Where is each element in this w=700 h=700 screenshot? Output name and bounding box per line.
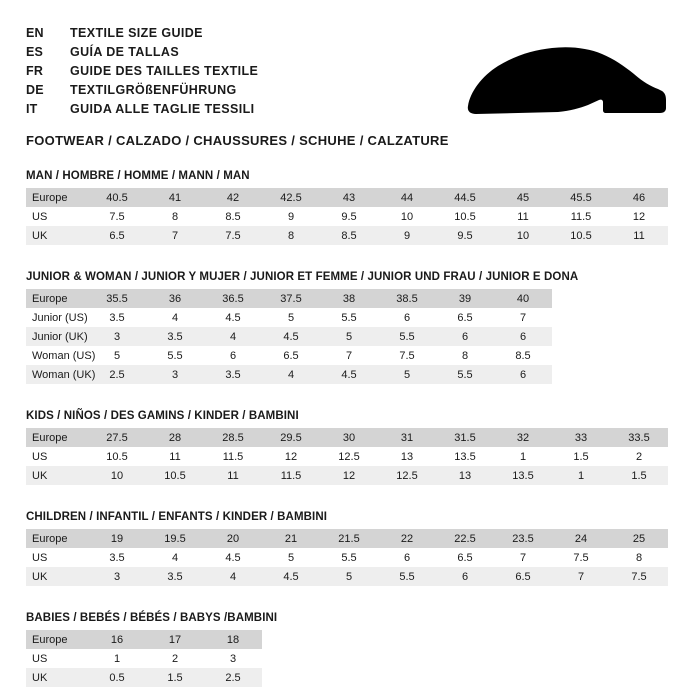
size-section [26, 170, 674, 245]
size-cell: 42 [204, 188, 262, 207]
size-cell: 4.5 [262, 327, 320, 346]
size-cell: 10.5 [146, 466, 204, 485]
language-code: EN [26, 26, 44, 40]
table-row [26, 529, 668, 548]
size-cell: 9 [262, 207, 320, 226]
size-cell: 7.5 [88, 207, 146, 226]
row-label: Europe [26, 289, 88, 308]
size-cell: 46 [610, 188, 668, 207]
size-sections [26, 170, 674, 687]
size-cell: 7 [552, 567, 610, 586]
size-cell: 22.5 [436, 529, 494, 548]
size-cell: 37.5 [262, 289, 320, 308]
size-cell: 6 [436, 567, 494, 586]
row-label: UK [26, 466, 88, 485]
size-cell: 39 [436, 289, 494, 308]
size-cell: 18 [204, 630, 262, 649]
size-cell: 5 [320, 327, 378, 346]
language-row [26, 43, 258, 62]
size-cell: 6.5 [436, 308, 494, 327]
size-cell: 9.5 [320, 207, 378, 226]
size-cell: 11.5 [204, 447, 262, 466]
size-cell: 11.5 [262, 466, 320, 485]
size-cell: 10 [494, 226, 552, 245]
size-cell: 7.5 [610, 567, 668, 586]
size-cell: 32 [494, 428, 552, 447]
size-table-body [26, 529, 668, 586]
size-cell: 13 [436, 466, 494, 485]
size-cell: 11 [146, 447, 204, 466]
size-cell: 7.5 [378, 346, 436, 365]
size-section [26, 511, 674, 586]
size-cell: 5 [378, 365, 436, 384]
size-cell: 42.5 [262, 188, 320, 207]
row-label: US [26, 447, 88, 466]
table-row [26, 548, 668, 567]
size-cell: 24 [552, 529, 610, 548]
size-cell: 4.5 [204, 308, 262, 327]
row-label: US [26, 548, 88, 567]
size-cell: 6.5 [88, 226, 146, 245]
size-cell: 31.5 [436, 428, 494, 447]
row-label: Woman (UK) [26, 365, 88, 384]
size-cell: 0.5 [88, 668, 146, 687]
size-cell: 4 [204, 567, 262, 586]
size-cell: 27.5 [88, 428, 146, 447]
size-table [26, 428, 668, 485]
size-cell: 12.5 [320, 447, 378, 466]
section-title: MAN / HOMBRE / HOMME / MANN / MAN [26, 170, 250, 182]
size-cell: 6.5 [262, 346, 320, 365]
size-cell: 2.5 [88, 365, 146, 384]
size-cell: 6 [494, 365, 552, 384]
section-title: KIDS / NIÑOS / DES GAMINS / KINDER / BAMBINI [26, 410, 299, 422]
size-cell: 8.5 [204, 207, 262, 226]
size-cell: 4.5 [320, 365, 378, 384]
language-title: TEXTILE SIZE GUIDE [70, 26, 203, 40]
table-row [26, 327, 552, 346]
language-code: FR [26, 64, 44, 78]
size-table [26, 529, 668, 586]
size-cell: 12 [610, 207, 668, 226]
row-label: UK [26, 567, 88, 586]
language-title: GUÍA DE TALLAS [70, 45, 180, 59]
size-cell: 40 [494, 289, 552, 308]
size-cell: 1 [552, 466, 610, 485]
table-row [26, 188, 668, 207]
size-cell: 8.5 [320, 226, 378, 245]
size-cell: 5.5 [378, 567, 436, 586]
size-cell: 45 [494, 188, 552, 207]
size-cell: 1.5 [146, 668, 204, 687]
size-cell: 4.5 [262, 567, 320, 586]
size-cell: 8 [262, 226, 320, 245]
language-title: TEXTILGRÖßENFÜHRUNG [70, 83, 237, 97]
size-table-body [26, 428, 668, 485]
size-cell: 10.5 [88, 447, 146, 466]
size-cell: 31 [378, 428, 436, 447]
size-cell: 36 [146, 289, 204, 308]
row-label: Woman (US) [26, 346, 88, 365]
size-cell: 11 [610, 226, 668, 245]
size-cell: 8 [610, 548, 668, 567]
size-table-body [26, 289, 552, 384]
size-cell: 11.5 [552, 207, 610, 226]
table-row [26, 289, 552, 308]
language-title-body [26, 24, 258, 119]
size-cell: 10 [378, 207, 436, 226]
table-row [26, 226, 668, 245]
page-title: FOOTWEAR / CALZADO / CHAUSSURES / SCHUHE / CALZATURE [26, 133, 449, 148]
table-row [26, 649, 262, 668]
size-cell: 1.5 [552, 447, 610, 466]
size-cell: 5 [262, 548, 320, 567]
size-cell: 3 [88, 327, 146, 346]
language-row [26, 24, 258, 43]
size-cell: 4.5 [204, 548, 262, 567]
table-row [26, 668, 262, 687]
row-label: Junior (UK) [26, 327, 88, 346]
row-label: Europe [26, 428, 88, 447]
size-cell: 25 [610, 529, 668, 548]
size-cell: 13.5 [436, 447, 494, 466]
size-table-body [26, 630, 262, 687]
language-title: GUIDE DES TAILLES TEXTILE [70, 64, 259, 78]
size-cell: 30 [320, 428, 378, 447]
size-cell: 36.5 [204, 289, 262, 308]
size-cell: 6 [378, 548, 436, 567]
size-cell: 5.5 [378, 327, 436, 346]
size-cell: 29.5 [262, 428, 320, 447]
size-cell: 4 [204, 327, 262, 346]
size-cell: 44 [378, 188, 436, 207]
size-section [26, 612, 674, 687]
language-row [26, 81, 258, 100]
size-cell: 12 [262, 447, 320, 466]
size-cell: 40.5 [88, 188, 146, 207]
size-cell: 11 [204, 466, 262, 485]
size-cell: 10.5 [436, 207, 494, 226]
size-cell: 5.5 [320, 308, 378, 327]
language-row [26, 62, 258, 81]
table-row [26, 365, 552, 384]
page-header [26, 24, 674, 148]
size-cell: 8.5 [494, 346, 552, 365]
size-cell: 7 [494, 308, 552, 327]
row-label: UK [26, 668, 88, 687]
table-row [26, 428, 668, 447]
size-cell: 3.5 [88, 548, 146, 567]
size-cell: 7.5 [552, 548, 610, 567]
size-cell: 2 [146, 649, 204, 668]
row-label: US [26, 649, 88, 668]
size-table-body [26, 188, 668, 245]
table-row [26, 346, 552, 365]
size-cell: 4 [262, 365, 320, 384]
size-cell: 12.5 [378, 466, 436, 485]
size-cell: 23.5 [494, 529, 552, 548]
size-cell: 28 [146, 428, 204, 447]
dress-shoe-icon [438, 36, 668, 126]
size-cell: 3 [204, 649, 262, 668]
size-cell: 35.5 [88, 289, 146, 308]
size-table [26, 289, 552, 384]
size-cell: 7 [494, 548, 552, 567]
size-cell: 2 [610, 447, 668, 466]
size-cell: 1 [494, 447, 552, 466]
size-cell: 5.5 [436, 365, 494, 384]
size-cell: 8 [146, 207, 204, 226]
size-cell: 7 [146, 226, 204, 245]
size-cell: 3 [88, 567, 146, 586]
row-label: Europe [26, 630, 88, 649]
language-code: ES [26, 45, 44, 59]
size-cell: 38 [320, 289, 378, 308]
size-cell: 13 [378, 447, 436, 466]
size-cell: 28.5 [204, 428, 262, 447]
size-cell: 4 [146, 548, 204, 567]
row-label: Junior (US) [26, 308, 88, 327]
size-cell: 1.5 [610, 466, 668, 485]
size-cell: 43 [320, 188, 378, 207]
size-cell: 33 [552, 428, 610, 447]
table-row [26, 630, 262, 649]
language-title-table [26, 24, 258, 119]
size-cell: 3 [146, 365, 204, 384]
size-cell: 38.5 [378, 289, 436, 308]
size-cell: 5 [88, 346, 146, 365]
size-cell: 21 [262, 529, 320, 548]
size-cell: 5 [320, 567, 378, 586]
section-title: JUNIOR & WOMAN / JUNIOR Y MUJER / JUNIOR ET FEMME / JUNIOR UND FRAU / JUNIOR E DONA [26, 271, 579, 283]
size-cell: 22 [378, 529, 436, 548]
size-section [26, 271, 674, 384]
size-cell: 11 [494, 207, 552, 226]
table-row [26, 447, 668, 466]
size-cell: 8 [436, 346, 494, 365]
table-row [26, 207, 668, 226]
row-label: UK [26, 226, 88, 245]
size-cell: 9.5 [436, 226, 494, 245]
size-section [26, 410, 674, 485]
size-cell: 5.5 [146, 346, 204, 365]
size-cell: 6 [494, 327, 552, 346]
table-row [26, 567, 668, 586]
size-cell: 44.5 [436, 188, 494, 207]
size-cell: 10 [88, 466, 146, 485]
size-cell: 5.5 [320, 548, 378, 567]
size-cell: 19.5 [146, 529, 204, 548]
size-cell: 7 [320, 346, 378, 365]
size-cell: 21.5 [320, 529, 378, 548]
size-cell: 10.5 [552, 226, 610, 245]
size-cell: 41 [146, 188, 204, 207]
row-label: Europe [26, 188, 88, 207]
size-cell: 7.5 [204, 226, 262, 245]
size-cell: 17 [146, 630, 204, 649]
size-table [26, 630, 262, 687]
size-table [26, 188, 668, 245]
size-cell: 3.5 [88, 308, 146, 327]
language-title: GUIDA ALLE TAGLIE TESSILI [70, 102, 255, 116]
row-label: US [26, 207, 88, 226]
size-cell: 4 [146, 308, 204, 327]
size-cell: 6 [378, 308, 436, 327]
size-cell: 20 [204, 529, 262, 548]
language-code: DE [26, 83, 44, 97]
size-cell: 12 [320, 466, 378, 485]
table-row [26, 308, 552, 327]
size-cell: 16 [88, 630, 146, 649]
size-cell: 5 [262, 308, 320, 327]
size-cell: 6.5 [436, 548, 494, 567]
table-row [26, 466, 668, 485]
size-cell: 13.5 [494, 466, 552, 485]
language-code: IT [26, 102, 38, 116]
size-cell: 1 [88, 649, 146, 668]
size-cell: 45.5 [552, 188, 610, 207]
row-label: Europe [26, 529, 88, 548]
size-cell: 9 [378, 226, 436, 245]
size-cell: 6 [204, 346, 262, 365]
language-row [26, 100, 258, 119]
size-cell: 3.5 [146, 567, 204, 586]
size-cell: 2.5 [204, 668, 262, 687]
section-title: BABIES / BEBÉS / BÉBÉS / BABYS /BAMBINI [26, 612, 278, 624]
size-cell: 3.5 [204, 365, 262, 384]
size-cell: 19 [88, 529, 146, 548]
size-cell: 33.5 [610, 428, 668, 447]
size-cell: 6 [436, 327, 494, 346]
section-title: CHILDREN / INFANTIL / ENFANTS / KINDER / BAMBINI [26, 511, 328, 523]
size-cell: 6.5 [494, 567, 552, 586]
size-cell: 3.5 [146, 327, 204, 346]
